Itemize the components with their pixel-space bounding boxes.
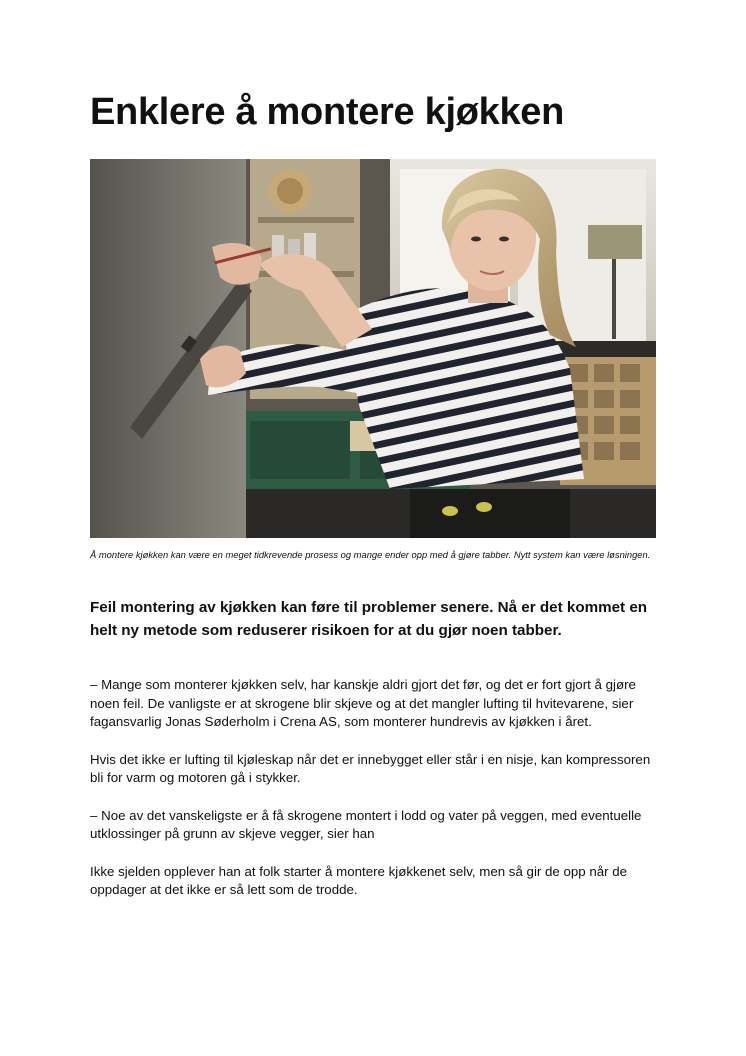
kitchen-installation-photo xyxy=(90,159,656,538)
image-caption: Å montere kjøkken kan være en meget tidkrevende prosess og mange ender opp med å gjøre tabber. Nytt system kan være løsningen. xyxy=(90,549,651,560)
article-photo xyxy=(90,159,656,538)
body-paragraph: – Noe av det vanskeligste er å få skrogene montert i lodd og vater på veggen, med eventuelle utklossinger på grunn av skjeve vegger, sier han xyxy=(90,807,642,841)
body-paragraph: Hvis det ikke er lufting til kjøleskap når det er innebygget eller står i en nisje, kan kompressoren bli for varm og motoren gå i stykker. xyxy=(90,751,651,785)
body-paragraph: Ikke sjelden opplever han at folk starter å montere kjøkkenet selv, men så gir de opp når de oppdager at det ikke er så lett som de trodde. xyxy=(90,863,628,897)
article-body xyxy=(90,676,656,919)
article-title: Enklere å montere kjøkken xyxy=(90,91,565,133)
article-lead: Feil montering av kjøkken kan føre til problemer senere. Nå er det kommet en helt ny metode som reduserer risikoen for at du gjør noen tabber. xyxy=(90,599,648,639)
body-paragraph: – Mange som monterer kjøkken selv, har kanskje aldri gjort det før, og det er fort gjort å gjøre noen feil. De vanligste er at skrogene blir skjeve og at det mangler lufting til hvitevarene, sier fagansvarlig Jonas Søderholm i Crena AS, som monterer hundrevis av kjøkken i året. xyxy=(90,677,636,729)
